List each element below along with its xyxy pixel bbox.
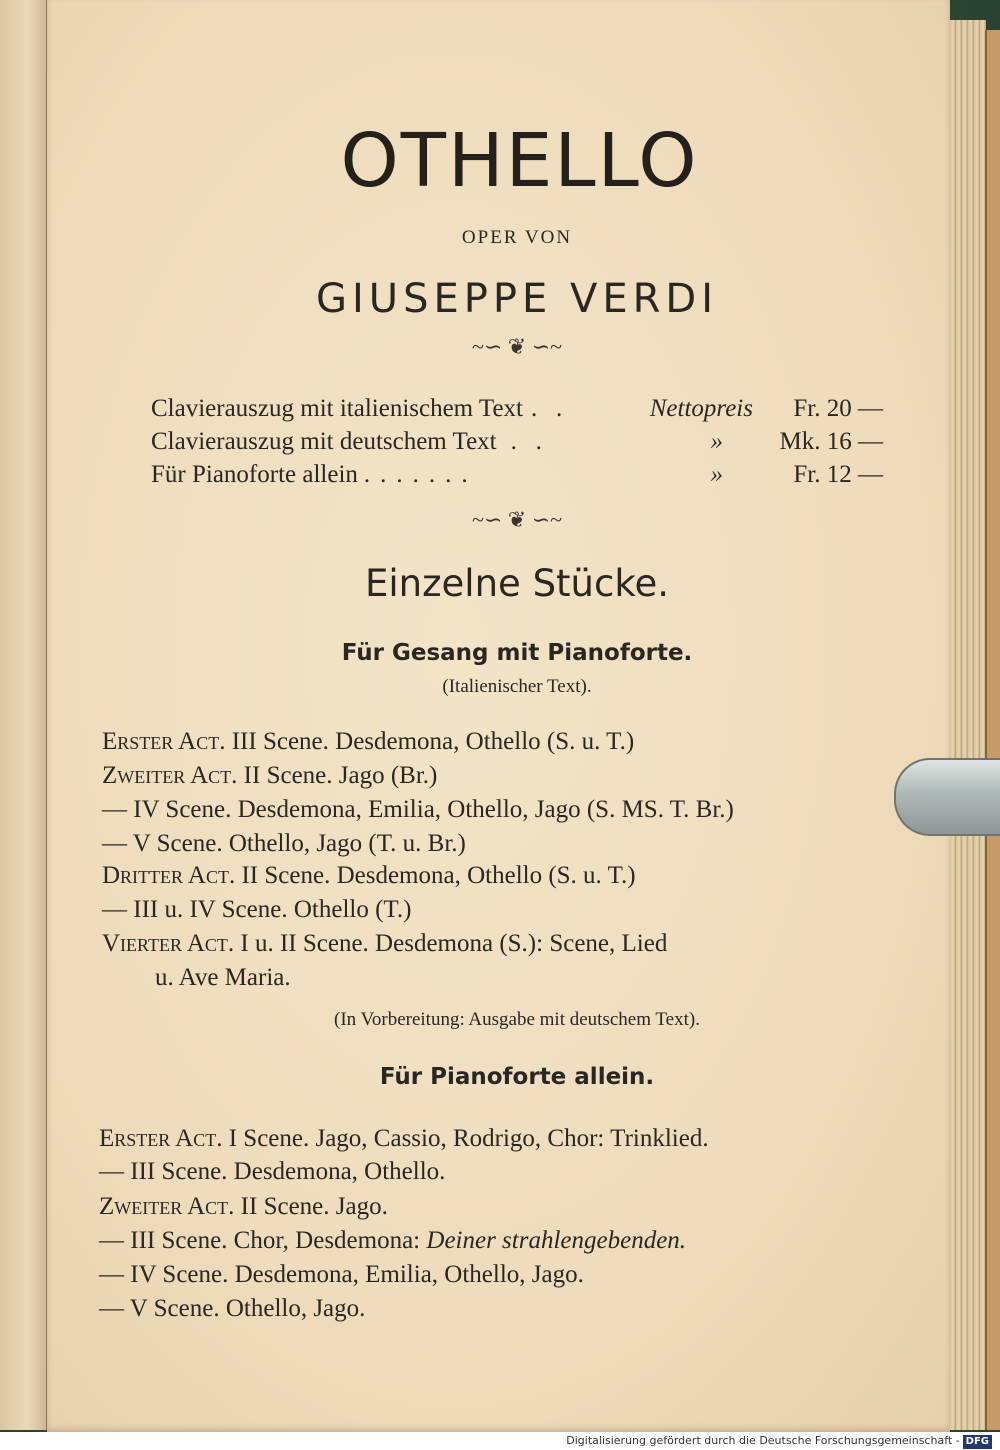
oper-von-label: OPER VON: [461, 227, 573, 248]
price-row: [151, 395, 883, 427]
list-item: — IV Scene. Desdemona, Emilia, Othello, Jago.: [99, 1261, 584, 1288]
leader-dots: . .: [531, 395, 563, 422]
list-item: Vierter Act. I u. II Scene. Desdemona (S.): Scene, Lied: [102, 930, 668, 957]
list-item: — III Scene. Chor, Desdemona: Deiner strahlengebenden.: [99, 1227, 687, 1254]
ornament-divider: ~∽ ❦ ∽~: [471, 334, 563, 359]
price-row: [151, 428, 883, 460]
leader-dots: . .: [510, 428, 542, 455]
dfg-logo-badge: DFG: [963, 1435, 992, 1449]
section-heading: Einzelne Stücke.: [365, 562, 669, 605]
price-label: Clavierauszug mit italienischem Text . .: [151, 395, 563, 422]
footer-text: Digitalisierung gefördert durch die Deutsche Forschungsgemeinschaft -: [566, 1434, 960, 1447]
price-value: Fr. 20 —: [793, 395, 883, 422]
price-value: Fr. 12 —: [793, 461, 883, 488]
price-value: Mk. 16 —: [779, 428, 883, 455]
price-note: »: [710, 461, 723, 488]
piano-heading: Für Pianoforte allein.: [379, 1064, 655, 1090]
list-item: — V Scene. Othello, Jago (T. u. Br.): [102, 830, 466, 857]
list-item: Zweiter Act. II Scene. Jago.: [99, 1193, 388, 1220]
preparation-note: (In Vorbereitung: Ausgabe mit deutschem Text).: [334, 1009, 700, 1030]
vocal-subheading: (Italienischer Text).: [442, 676, 592, 697]
digitization-footer: [0, 1432, 1000, 1450]
book-page: [47, 0, 950, 1432]
ornament-divider: ~∽ ❦ ∽~: [471, 507, 563, 532]
list-item: Erster Act. III Scene. Desdemona, Othello (S. u. T.): [102, 728, 635, 755]
list-item: Erster Act. I Scene. Jago, Cassio, Rodrigo, Chor: Trinklied.: [99, 1125, 709, 1152]
price-note: »: [710, 428, 723, 455]
price-row: [151, 461, 883, 493]
leader-dots: .......: [363, 461, 478, 488]
composer-name: GIUSEPPE VERDI: [316, 276, 718, 322]
paper-clip: [894, 758, 1000, 836]
price-note: Nettopreis: [649, 395, 753, 422]
list-item: — III Scene. Desdemona, Othello.: [99, 1158, 446, 1185]
list-item: Dritter Act. II Scene. Desdemona, Othello (S. u. T.): [102, 862, 636, 889]
list-item-continuation: u. Ave Maria.: [155, 964, 291, 991]
list-item: — IV Scene. Desdemona, Emilia, Othello, Jago (S. MS. T. Br.): [102, 796, 734, 823]
book-cover-edge: [985, 30, 1000, 1430]
list-item: Zweiter Act. II Scene. Jago (Br.): [102, 762, 438, 789]
list-item: — V Scene. Othello, Jago.: [99, 1295, 366, 1322]
price-label: Für Pianoforte allein .......: [151, 461, 478, 488]
page-title: OTHELLO: [340, 118, 699, 204]
vocal-heading: Für Gesang mit Pianoforte.: [341, 640, 693, 666]
price-label: Clavierauszug mit deutschem Text . .: [151, 428, 542, 455]
list-item: — III u. IV Scene. Othello (T.): [102, 896, 412, 923]
facing-page-edge: [0, 0, 48, 1430]
